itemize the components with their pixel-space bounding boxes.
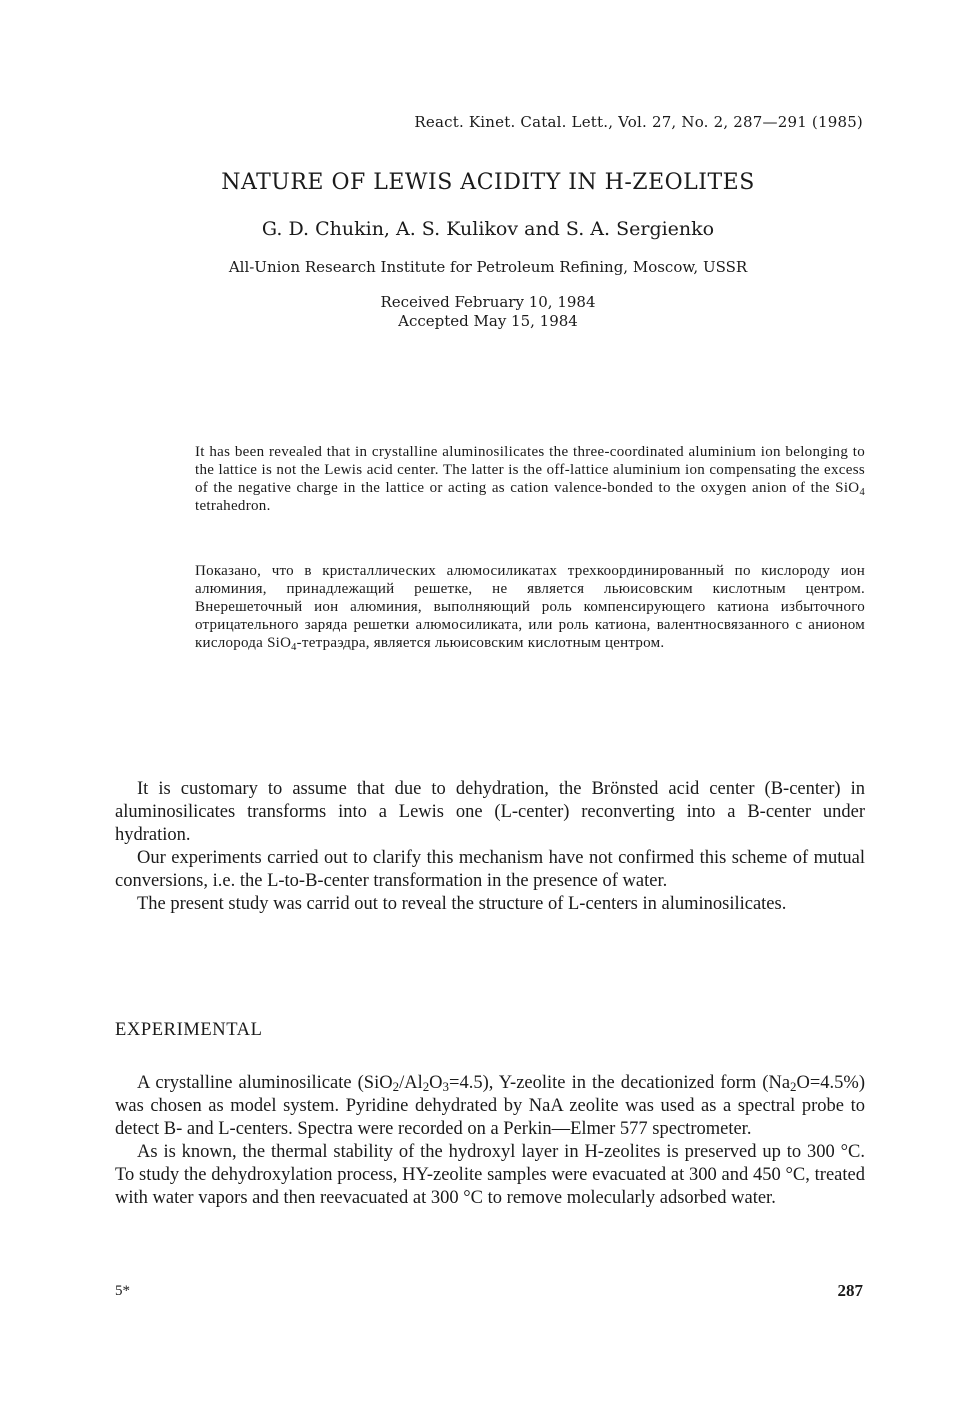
- article-authors: G. D. Chukin, A. S. Kulikov and S. A. Sergienko: [261, 218, 715, 240]
- accepted-date: Accepted May 15, 1984: [398, 312, 578, 330]
- exp-subscript: 2: [790, 1079, 797, 1094]
- exp-subscript: 2: [392, 1079, 400, 1094]
- received-date: Received February 10, 1984: [380, 293, 596, 311]
- abstract-ru-text: Показано, что в кристаллических алюмосиликатах трехкоординированный по кислороду ион алюминия, принадлежащий решетке, не является льюисовским кислотным центром. Внерешеточный ион алюминия, выполняющий роль компенсирующего катиона избыточного отрицательного заряда решетки алюмосиликата, или роль катиона, валентносвязанного с анионом кислорода SiO: [195, 563, 865, 651]
- abstract-en-text: It has been revealed that in crystalline aluminosilicates the three-coordinated aluminium ion belonging to the lattice is not the Lewis acid center. The latter is the off-lattice aluminium ion compensating the excess of the negative charge in the lattice or acting as cation valence-bonded to the oxygen anion of the SiO: [195, 444, 865, 496]
- abstract-russian: [195, 562, 865, 652]
- journal-reference: React. Kinet. Catal. Lett., Vol. 27, No. 2, 287—291 (1985): [414, 113, 863, 131]
- abstract-en-subscript: 4: [859, 487, 865, 498]
- exp-text: O: [429, 1073, 443, 1093]
- intro-paragraph-2: Our experiments carried out to clarify this mechanism have not confirmed this scheme of mutual conversions, i.e. the L-to-B-center transformation in the presence of water.: [115, 848, 865, 891]
- experimental-paragraph-1: [115, 1072, 865, 1141]
- article-title: NATURE OF LEWIS ACIDITY IN H-ZEOLITES: [221, 170, 755, 195]
- exp-text: =4.5), Y-zeolite in the decationized form (Na: [449, 1073, 791, 1093]
- author-affiliation: All-Union Research Institute for Petroleum Refining, Moscow, USSR: [228, 258, 748, 276]
- exp-text: /Al: [399, 1073, 423, 1093]
- page-number: 287: [837, 1281, 863, 1300]
- exp-text: O=4.5%) was chosen as model system. Pyridine dehydrated by NaA zeolite was used as a spectral probe to detect B- and L-centers. Spectra were recorded on a Perkin—Elmer 577 spectrometer.: [115, 1073, 866, 1139]
- introduction-section: [115, 778, 865, 916]
- experimental-section: [115, 1072, 865, 1210]
- exp-subscript: 2: [422, 1079, 430, 1094]
- intro-paragraph-3: The present study was carrid out to reveal the structure of L-centers in aluminosilicates.: [137, 894, 787, 914]
- intro-paragraph-1: It is customary to assume that due to dehydration, the Brönsted acid center (B-center) in aluminosilicates transforms into a Lewis one (L-center) reconverting into a B-center under hydration.: [115, 779, 865, 845]
- exp-subscript: 3: [442, 1079, 450, 1094]
- signature-mark: 5*: [115, 1283, 130, 1299]
- experimental-heading: EXPERIMENTAL: [115, 1020, 263, 1040]
- abstract-ru-text-end: -тетраэдра, является льюисовским кислотным центром.: [296, 635, 665, 651]
- abstract-ru-subscript: 4: [291, 642, 297, 653]
- experimental-paragraph-2: As is known, the thermal stability of the hydroxyl layer in H-zeolites is preserved up to 300 °C. To study the dehydroxylation process, HY-zeolite samples were evacuated at 300 and 450 °C, treated with water vapors and then reevacuated at 300 °C to remove molecularly adsorbed water.: [115, 1142, 865, 1208]
- article-dates: [0, 293, 976, 331]
- abstract-en-text-end: tetrahedron.: [195, 498, 271, 514]
- abstract-english: [195, 443, 865, 515]
- exp-text: A crystalline aluminosilicate (SiO: [137, 1073, 393, 1093]
